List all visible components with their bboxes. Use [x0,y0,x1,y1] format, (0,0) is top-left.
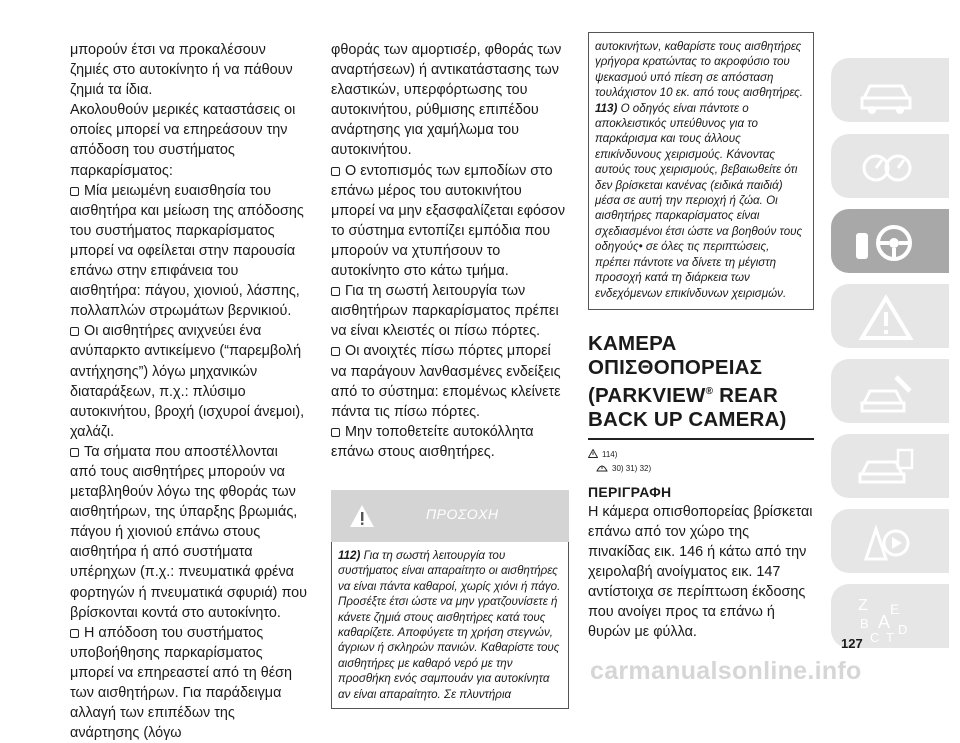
subheading: ΠΕΡΙΓΡΑΦΗ [588,483,672,500]
svg-text:A: A [878,612,891,632]
page-number: 127 [841,636,863,651]
chapter-tab-7[interactable] [831,509,949,573]
column-2-body [331,40,569,462]
warning-title: ΠΡΟΣΟΧΗ [426,505,499,522]
watermark: carmanualsonline.info [590,657,862,685]
col2-paragraph: φθοράς των αμορτισέρ, φθοράς των αναρτήσεων) ή αντικατάστασης των ελαστικών, υπερφόρτωσης του αυτοκινήτου, ρύθμισης επιπέδου ανάρτησης για χαμήλωμα του αυτοκινήτου. [331,42,562,159]
warning-continued-box [588,32,814,310]
reference-caution: 30) 31) 32) [612,463,652,473]
warning-text: Για τη σωστή λειτουργία του συστήματος είναι απαραίτητο οι αισθητήρες να είναι πάντα καθαροί, χωρίς χιόνι ή πάγο. Προσέξτε έτσι ώστε να μην γρατζουνίσετε ή κάνετε ζημιά στους αισθητήρες κατά τους καθαρίζετε. Αποφύγετε τη χρήση στεγνών, άγριων ή σκληρών πανιών. Καθαρίστε τους αισθητήρες με καθαρό νερό με την προσθήκη ενός σαμπουάν για αυτοκίνητα αν είναι απαραίτητο. Σε πλυντήρια [338,548,561,701]
section-body: Η κάμερα οπισθοπορείας βρίσκεται επάνω από τον χώρο της πινακίδας εικ. 146 ή κάτω από την χειρολαβή ανοίγματος εικ. 147 αντίστοιχα σε περίπτωση έκδοσης που ανοίγει προς τα επάνω ή θυρών με φύλλα. [588,503,813,641]
col2-bullet-item: Ο εντοπισμός των εμποδίων στο επάνω μέρος του αυτοκινήτου μπορεί να μην εξασφαλίζεται εφόσον το σύστημα εντοπίζει εμπόδια που μπορούν να χτυπήσουν το αυτοκίνητο στο κάτω τμήμα. [331,161,569,282]
svg-text:D: D [898,622,908,637]
chapter-tab-6[interactable] [831,434,949,498]
col1-paragraph: Ακολουθούν μερικές καταστάσεις οι οποίες μπορεί να επηρεάσουν την απόδοση του συστήματος παρκαρίσματος: [70,102,296,179]
svg-text:E: E [890,601,900,617]
svg-text:C: C [870,630,880,642]
svg-text:B: B [860,616,869,631]
warning-small-icon [588,449,598,458]
chapter-tab-1[interactable] [831,58,949,122]
col1-bullet-item: Η απόδοση του συστήματος υποβοήθησης παρκαρίσματος μπορεί να επηρεαστεί από τη θέση των αισθητήρων. Για παράδειγμα αλλαγή των επιπέδων της ανάρτησης (λόγω [70,623,308,743]
col1-bullet-item: Τα σήματα που αποστέλλονται από τους αισθητήρες μπορούν να μεταβληθούν λόγω της φθοράς των αισθητήρων, της ύπαρξης βρωμιάς, πάγου ή χιονιού επάνω στους αισθητήρα ή από συστήματα υπέρηχων (π.χ.: πνευματικά φρένα φορτηγών ή πνευματικά σφυριά) που βρίσκονται κοντά στο αυτοκίνητο. [70,442,308,623]
chapter-tab-5[interactable] [831,359,949,423]
warning-triangle-icon [856,294,916,342]
chapter-tab-4[interactable] [831,284,949,348]
multimedia-icon [856,519,916,567]
dashboard-gauges-icon [856,144,916,192]
col2-bullet-item: Μην τοποθετείτε αυτοκόλλητα επάνω στους αισθητήρες. [331,422,569,462]
section-title: ΚΑΜΕΡΑ ΟΠΙΣΘΟΠΟΡΕΙΑΣ (PARKVIEW® REAR BACK UP CAMERA) [588,332,814,440]
warning-box [331,542,569,709]
col2-bullet-item: Για τη σωστή λειτουργία των αισθητήρων παρκαρίσματος πρέπει να είναι κλειστές οι πίσω πόρτες. [331,281,569,341]
warning-cont-text-2: Ο οδηγός είναι πάντοτε ο αποκλειστικός υπεύθυνος για το παρκάρισμα και τους άλλους επικίνδυνους χειρισμούς. Κάνοντας αυτούς τους χειρισμούς, βεβαιωθείτε ότι δεν βρίσκεται κανένας (ειδικά παιδιά) μέσα σε αυτή την περιοχή ή ζώα. Οι αισθητήρες παρκαρίσματος είναι σχεδιασμένοι έτσι ώστε να βοηθούν τους οδηγούς• σε όλες τις περιπτώσεις, πρέπει πάντοτε να δίνετε τη μέγιστη προσοχή κατά τη διάρκεια των ενδεχόμενων επικίνδυνων χειρισμών. [595,101,803,300]
index-letters-icon [856,594,916,642]
car-specs-icon [856,444,916,492]
chapter-tab-3[interactable] [831,209,949,273]
caution-small-icon [596,463,608,472]
warning-cont-text-1: αυτοκινήτων, καθαρίστε τους αισθητήρες γρήγορα κρατώντας το ακροφύσιο του ψεκασμού υπό πίεση σε απόσταση τουλάχιστον 10 εκ. από τους αισθητήρες. [595,40,803,100]
svg-text:Z: Z [858,597,868,614]
chapter-tab-2[interactable] [831,134,949,198]
column-3 [588,40,814,642]
warning-triangle-icon [349,504,375,528]
col2-bullet-item: Οι ανοιχτές πίσω πόρτες μπορεί να παράγουν λανθασμένες ενδείξεις από το σύστημα: επομένως κλείνετε πάντα τις πίσω πόρτες. [331,341,569,421]
svg-text:T: T [886,630,894,642]
reference-warning: 114) [602,449,618,459]
column-1 [70,40,308,743]
references [588,448,814,476]
warning-cont-number: 113) [595,101,618,115]
warning-number: 112) [338,548,361,562]
column-2 [331,40,569,709]
col1-paragraph: μπορούν έτσι να προκαλέσουν ζημιές στο αυτοκίνητο ή να πάθουν ζημιά τα ίδια. [70,42,293,99]
warning-header [331,490,569,542]
car-info-icon [856,68,916,116]
car-wrench-icon [856,369,916,417]
col1-bullet-item: Μία μειωμένη ευαισθησία του αισθητήρα και μείωση της απόδοσης του συστήματος παρκαρίσματος μπορεί να οφείλεται στην παρουσία επάνω στην επιφάνεια του αισθητήρα: πάγου, χιονιού, λάσπης, πολλαπλών στρωμάτων βερνικιού. [70,181,308,322]
col1-bullet-item: Οι αισθητήρες ανιχνεύει ένα ανύπαρκτο αντικείμενο (“παρεμβολή αντήχησης”) λόγω μηχανικών διαταράξεων, π.χ.: πλύσιμο αυτοκινήτου, βροχή (ισχυροί άνεμοι), χαλάζι. [70,321,308,442]
key-steering-icon [856,219,916,267]
